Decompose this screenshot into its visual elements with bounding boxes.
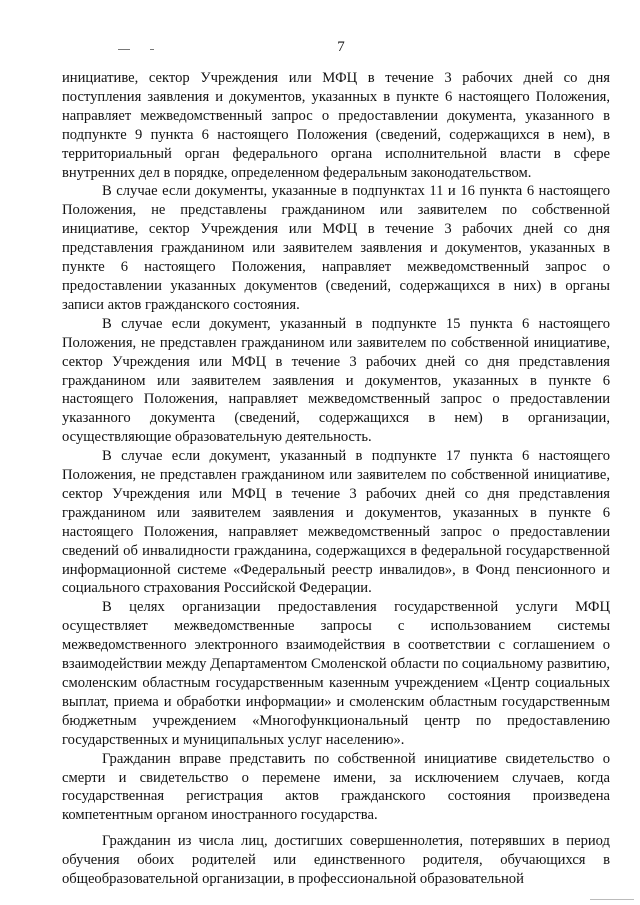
paragraph-mfc-interaction: В целях организации предоставления государственной услуги МФЦ осуществляет межведомственные запросы с использованием системы межведомственного электронного взаимодействия в соответствии с соглашением о взаимодействии между Департаментом Смоленской области по социальному развитию, смоленским областным государственным казенным учреждением «Центр социальных выплат, приема и обработки информации» и смоленским областным государственным бюджетным учреждением «Многофункциональный центр по предоставлению государственных и муниципальных услуг населению». xyxy=(62,599,610,748)
page-number: 7 xyxy=(337,39,345,55)
scan-mark xyxy=(590,899,634,900)
paragraph-continuation: инициативе, сектор Учреждения или МФЦ в течение 3 рабочих дней со дня поступления заявления и документов, указанных в пункте 6 настоящего Положения, направляет межведомственный запрос о предоставлении документа, указанного в подпункте 9 пункта 6 настоящего Положения (сведений, содержащихся в нем), в территориальный орган федерального органа исполнительной власти в сфере внутренних дел в порядке, определенном федеральным законодательством. xyxy=(62,70,610,181)
paragraph-education-request: В случае если документ, указанный в подпункте 15 пункта 6 настоящего Положения, не представлен гражданином или заявителем по собственной инициативе, сектор Учреждения или МФЦ в течение 3 рабочих дней со дня представления гражданином или заявителем заявления и документов, указанных в пункте 6 настоящего Положения, направляет межведомственный запрос о предоставлении указанного документа (сведений, содержащихся в нем) в организации, осуществляющие образовательную деятельность. xyxy=(62,315,610,446)
paragraph-citizen-right: Гражданин вправе представить по собственной инициативе свидетельство о смерти и свидетельство о перемене имени, за исключением случаев, когда государственная регистрация актов гражданского состояния произведена компетентным органом иностранного государства. xyxy=(62,750,610,824)
paragraph-civil-registry-request: В случае если документы, указанные в подпунктах 11 и 16 пункта 6 настоящего Положения, не представлены гражданином или заявителем по собственной инициативе, сектор Учреждения или МФЦ в течение 3 рабочих дней со дня представления гражданином или заявителем заявления и документов, указанных в пункте 6 настоящего Положения, направляет межведомственный запрос о предоставлении указанных документов (сведений, содержащихся в них) в органы записи актов гражданского состояния. xyxy=(62,183,610,313)
body-text xyxy=(62,69,610,889)
paragraph-orphan-students: Гражданин из числа лиц, достигших совершеннолетия, потерявших в период обучения обоих родителей или единственного родителя, обучающихся в общеобразовательной организации, в профессиональной образовательной xyxy=(62,833,610,888)
scan-mark xyxy=(118,49,130,50)
scan-mark xyxy=(150,49,154,50)
paragraph-disability-request: В случае если документ, указанный в подпункте 17 пункта 6 настоящего Положения, не представлен гражданином или заявителем по собственной инициативе, сектор Учреждения или МФЦ в течение 3 рабочих дней со дня представления гражданином или заявителем заявления и документов, указанных в пункте 6 настоящего Положения, направляет межведомственный запрос о предоставлении сведений об инвалидности гражданина, содержащихся в федеральной государственной информационной системе «Федеральный реестр инвалидов», в Фонд пенсионного и социального страхования Российской Федерации. xyxy=(62,448,610,597)
